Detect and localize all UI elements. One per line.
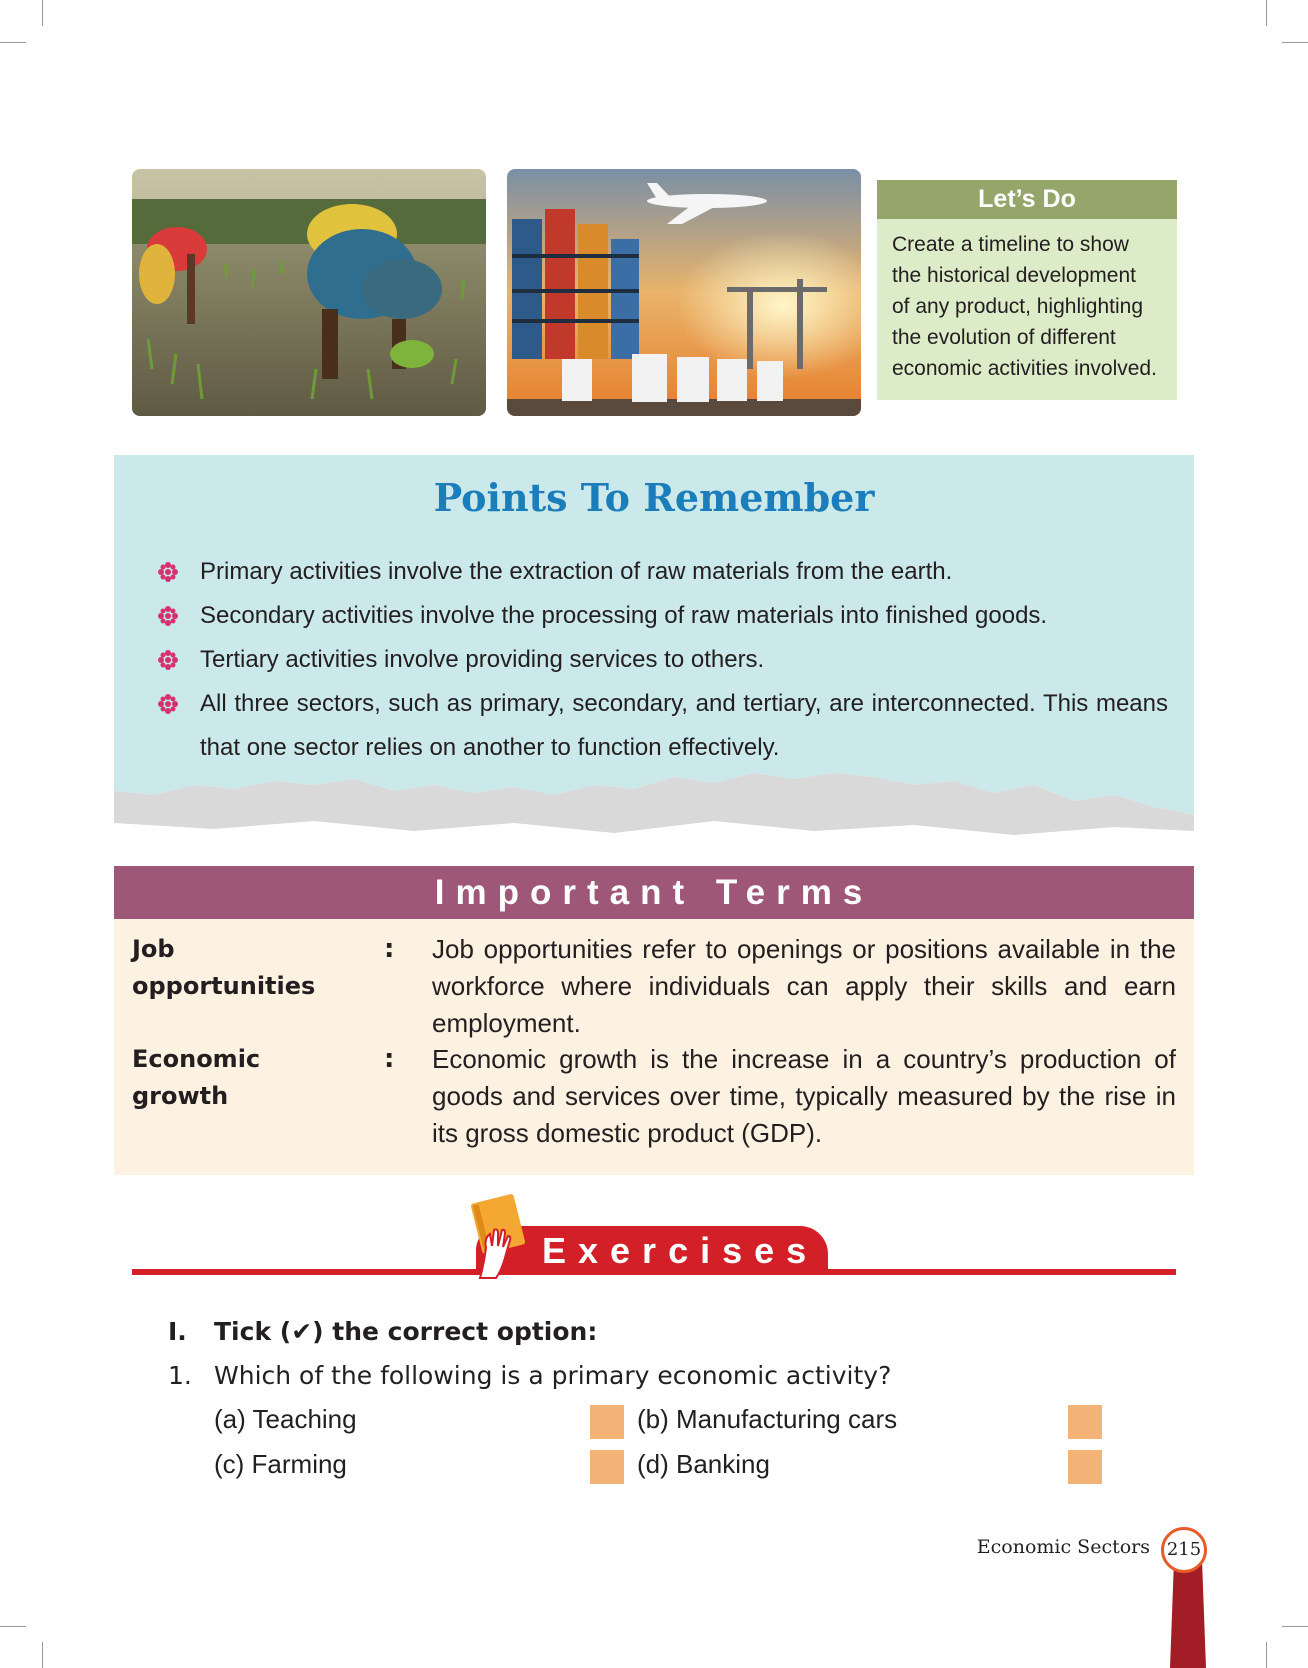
crop-mark <box>0 1626 26 1627</box>
lets-do-box <box>877 180 1177 400</box>
flower-bullet-icon <box>158 606 178 626</box>
list-item <box>158 594 1168 638</box>
lets-do-line: Create a timeline to show <box>892 233 1129 256</box>
list-item <box>158 550 1168 594</box>
option-b-label: (b) Manufacturing cars <box>637 1404 898 1434</box>
term-name: Job opportunities <box>132 935 316 1000</box>
page-number: 215 <box>1161 1527 1207 1573</box>
farming-photo <box>132 169 486 416</box>
section-title: Tick (✔) the correct option: <box>214 1317 598 1346</box>
flower-bullet-icon <box>158 694 178 714</box>
points-to-remember-title: Points To Remember <box>433 475 875 520</box>
option-b-checkbox[interactable] <box>1068 1405 1102 1439</box>
exercises-header: Exercises <box>476 1226 828 1274</box>
lets-do-line: economic activities involved. <box>892 357 1157 380</box>
option-c-checkbox[interactable] <box>590 1450 624 1484</box>
option-c-label: (c) Farming <box>214 1449 347 1479</box>
lets-do-title: Let’s Do <box>877 180 1177 219</box>
point-text: Secondary activities involve the processing of raw materials into finished goods. <box>200 602 1048 629</box>
question-number: 1. <box>168 1361 192 1390</box>
section-number: I. <box>168 1317 187 1346</box>
option-a-label: (a) Teaching <box>214 1404 357 1434</box>
term-definition: Job opportunities refer to openings or positions available in the workforce where individuals can apply their skills and earn employment. <box>432 934 1176 1038</box>
point-text: Primary activities involve the extraction of raw materials from the earth. <box>200 558 953 585</box>
term-definition: Economic growth is the increase in a country’s production of goods and services over time, typically measured by the rise in its gross domestic product (GDP). <box>432 1044 1176 1148</box>
important-terms-body <box>114 919 1194 1175</box>
option-a-checkbox[interactable] <box>590 1405 624 1439</box>
flower-bullet-icon <box>158 562 178 582</box>
crop-mark <box>1282 1626 1308 1627</box>
option-d-checkbox[interactable] <box>1068 1450 1102 1484</box>
crop-mark <box>42 0 43 26</box>
lets-do-line: the historical development <box>892 264 1136 287</box>
term-name: Economic growth <box>132 1045 261 1110</box>
crop-mark <box>1282 42 1308 43</box>
shipping-containers-photo <box>507 169 861 416</box>
crop-mark <box>0 42 26 43</box>
lets-do-text <box>877 219 1177 384</box>
term-separator: : <box>384 1044 395 1074</box>
term-separator: : <box>384 934 395 964</box>
lets-do-line: of any product, highlighting <box>892 295 1144 318</box>
important-terms-header: Important Terms <box>114 866 1194 919</box>
option-d-label: (d) Banking <box>637 1449 770 1479</box>
lets-do-line: the evolution of different <box>892 326 1116 349</box>
list-item <box>158 682 1168 770</box>
points-list <box>158 550 1168 770</box>
crop-mark <box>1266 0 1267 26</box>
point-text: Tertiary activities involve providing services to others. <box>200 646 765 673</box>
crop-mark <box>42 1642 43 1668</box>
list-item <box>158 638 1168 682</box>
chapter-name: Economic Sectors <box>976 1536 1150 1558</box>
question-text: Which of the following is a primary economic activity? <box>214 1361 892 1390</box>
hand-holding-book-icon <box>466 1190 536 1280</box>
point-text: All three sectors, such as primary, secondary, and tertiary, are interconnected. This means that one sector relies on another to function effectively. <box>200 690 1168 761</box>
flower-bullet-icon <box>158 650 178 670</box>
crop-mark <box>1266 1642 1267 1668</box>
